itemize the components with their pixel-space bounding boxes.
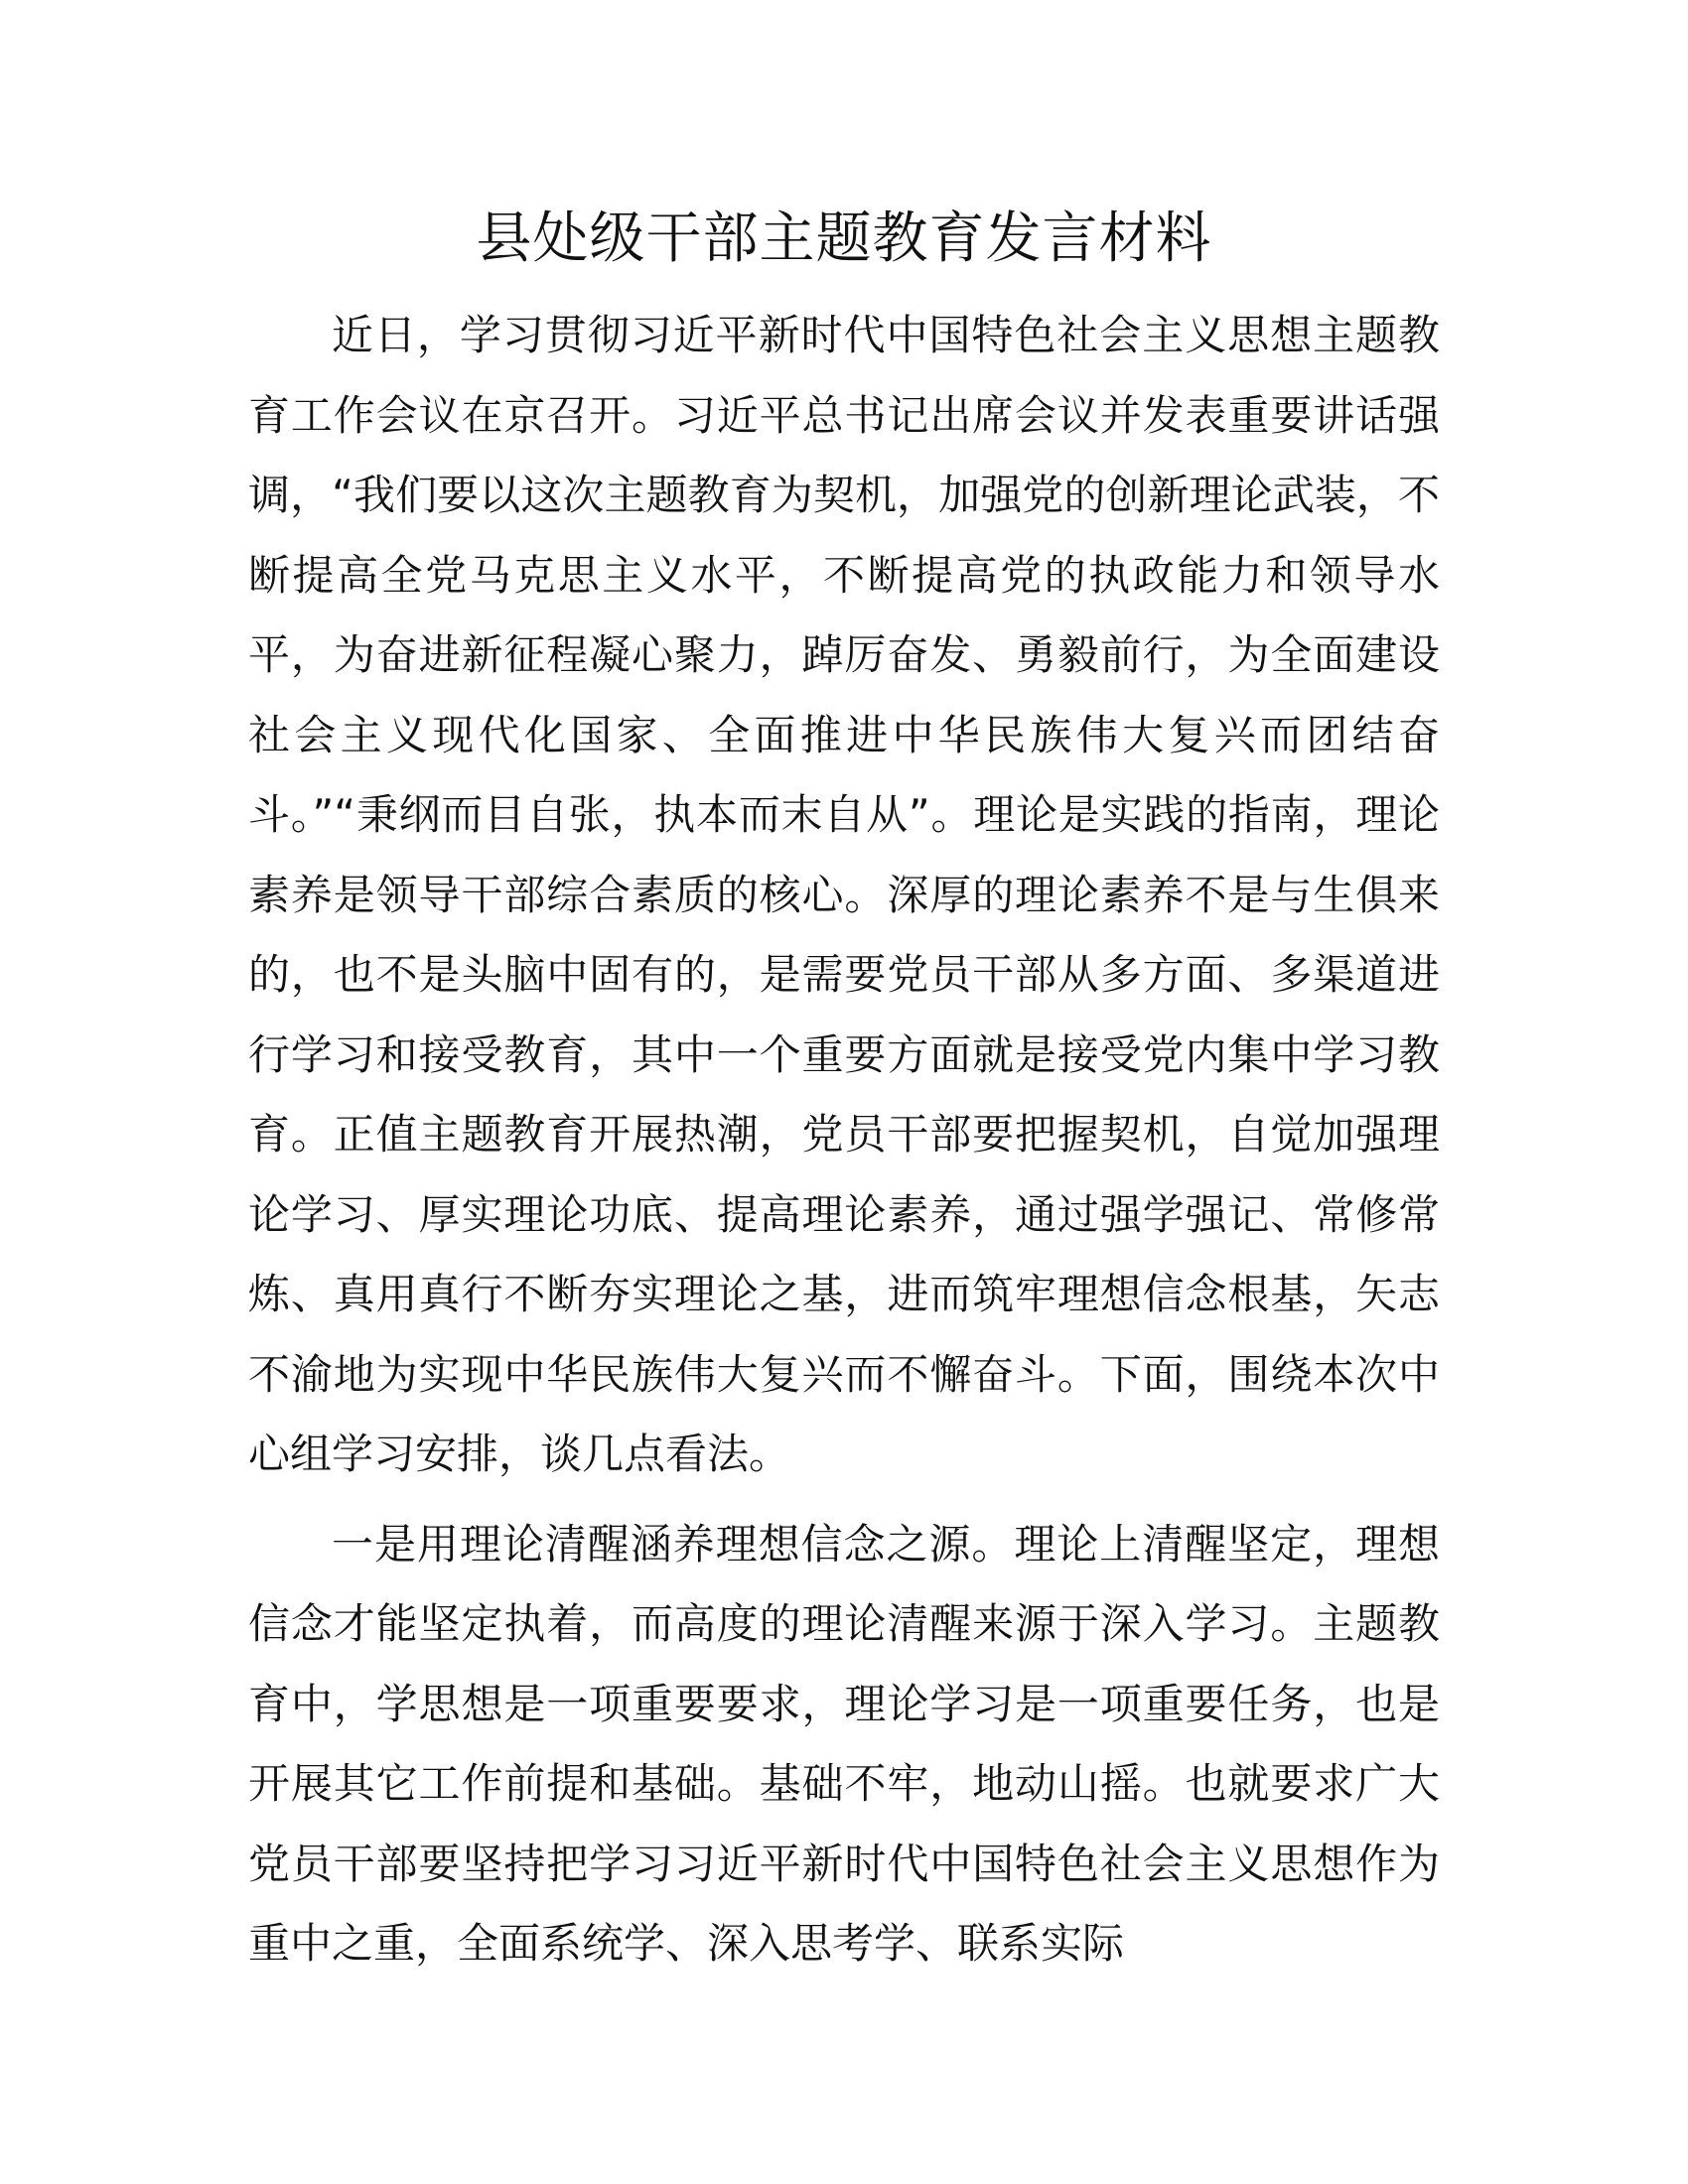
document-title: 县处级干部主题教育发言材料 (476, 206, 1212, 271)
document-body (248, 296, 1440, 1984)
body-paragraph-intro: 近日，学习贯彻习近平新时代中国特色社会主义思想主题教育工作会议在京召开。习近平总书记出席会议并发表重要讲话强调，“我们要以这次主题教育为契机，加强党的创新理论武装，不断提高全党马克思主义水平，不断提高党的执政能力和领导水平，为奋进新征程凝心聚力，踔厉奋发、勇毅前行，为全面建设社会主义现代化国家、全面推进中华民族伟大复兴而团结奋斗。”“秉纲而目自张，执本而末自从”。理论是实践的指南，理论素养是领导干部综合素质的核心。深厚的理论素养不是与生俱来的，也不是头脑中固有的，是需要党员干部从多方面、多渠道进行学习和接受教育，其中一个重要方面就是接受党内集中学习教育。正值主题教育开展热潮，党员干部要把握契机，自觉加强理论学习、厚实理论功底、提高理论素养，通过强学强记、常修常炼、真用真行不断夯实理论之基，进而筑牢理想信念根基，矢志不渝地为实现中华民族伟大复兴而不懈奋斗。下面，围绕本次中心组学习安排，谈几点看法。 (248, 311, 1440, 1478)
body-paragraph-point-one: 一是用理论清醒涵养理想信念之源。理论上清醒坚定，理想信念才能坚定执着，而高度的理论清醒来源于深入学习。主题教育中，学思想是一项重要要求，理论学习是一项重要任务，也是开展其它工作前提和基础。基础不牢，地动山摇。也就要求广大党员干部要坚持把学习习近平新时代中国特色社会主义思想作为重中之重，全面系统学、深入思考学、联系实际 (248, 1519, 1440, 1968)
